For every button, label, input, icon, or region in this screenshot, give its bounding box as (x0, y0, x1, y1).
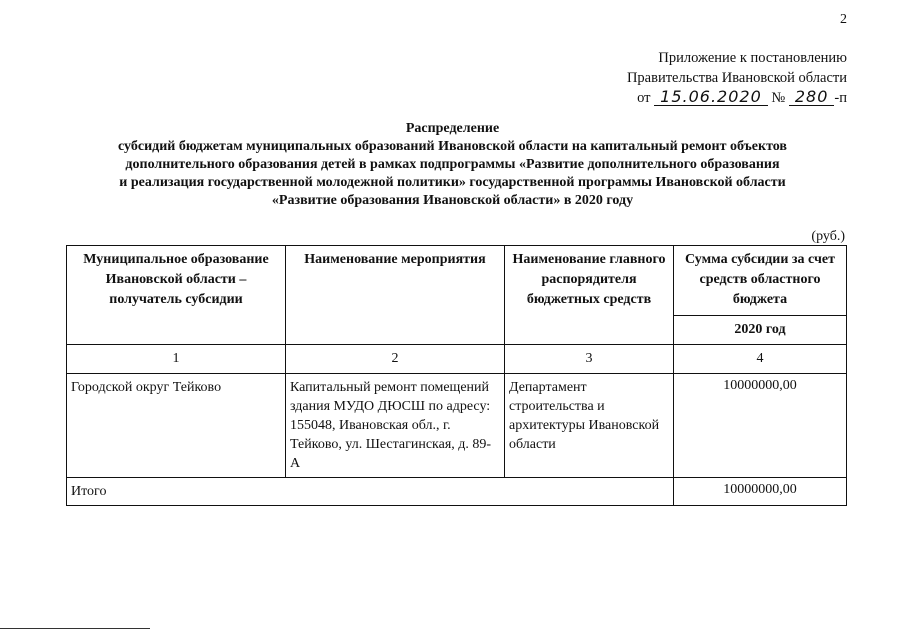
column-number: 4 (674, 345, 847, 374)
from-prefix: от (637, 90, 651, 106)
header-activity: Наименование мероприятия (286, 246, 505, 345)
appendix-date-line (627, 88, 847, 108)
manager-cell: Департамент строительства и архитектуры Ивановской области (505, 374, 674, 478)
number-prefix: № (771, 90, 786, 106)
appendix-line-2: Правительства Ивановской области (626, 70, 847, 86)
currency-unit: (руб.) (811, 229, 845, 244)
amount-cell: 10000000,00 (674, 374, 847, 478)
activity-cell: Капитальный ремонт помещений здания МУДО ДЮСШ по адресу: 155048, Ивановская обл., г. Тейково, ул. Шестагинская, д. 89-А (286, 374, 505, 478)
column-number: 3 (505, 345, 674, 374)
total-amount: 10000000,00 (674, 478, 847, 506)
page-number: 2 (840, 12, 847, 27)
title-line-3: дополнительного образования детей в рамках подпрограммы «Развитие дополнительного образования (125, 157, 780, 172)
total-label: Итого (67, 478, 674, 506)
appendix-line-1: Приложение к постановлению (658, 50, 847, 66)
header-recipient: Муниципальное образование Ивановской области – получатель субсидии (67, 246, 286, 345)
handwritten-date: 15.06.2020 (654, 89, 768, 106)
header-amount: Сумма субсидии за счет средств областного бюджета (674, 246, 847, 316)
column-number-row (67, 345, 847, 374)
title-line-4: и реализация государственной молодежной политики» государственной программы Ивановской области (119, 175, 786, 190)
total-row (67, 478, 847, 506)
number-suffix: -п (834, 90, 847, 106)
page-edge-line (0, 628, 150, 629)
title-line-2: субсидий бюджетам муниципальных образований Ивановской области на капитальный ремонт объектов (118, 139, 787, 154)
subsidy-table (66, 245, 847, 506)
table-row (67, 374, 847, 478)
header-manager: Наименование главного распорядителя бюджетных средств (505, 246, 674, 345)
column-number: 1 (67, 345, 286, 374)
handwritten-number: 280 (789, 89, 835, 106)
header-year: 2020 год (674, 316, 847, 345)
title-line-5: «Развитие образования Ивановской области» в 2020 году (271, 193, 634, 208)
document-title (60, 120, 845, 210)
appendix-header (627, 48, 847, 108)
title-line-1: Распределение (405, 121, 500, 136)
column-number: 2 (286, 345, 505, 374)
recipient-cell: Городской округ Тейково (67, 374, 286, 478)
